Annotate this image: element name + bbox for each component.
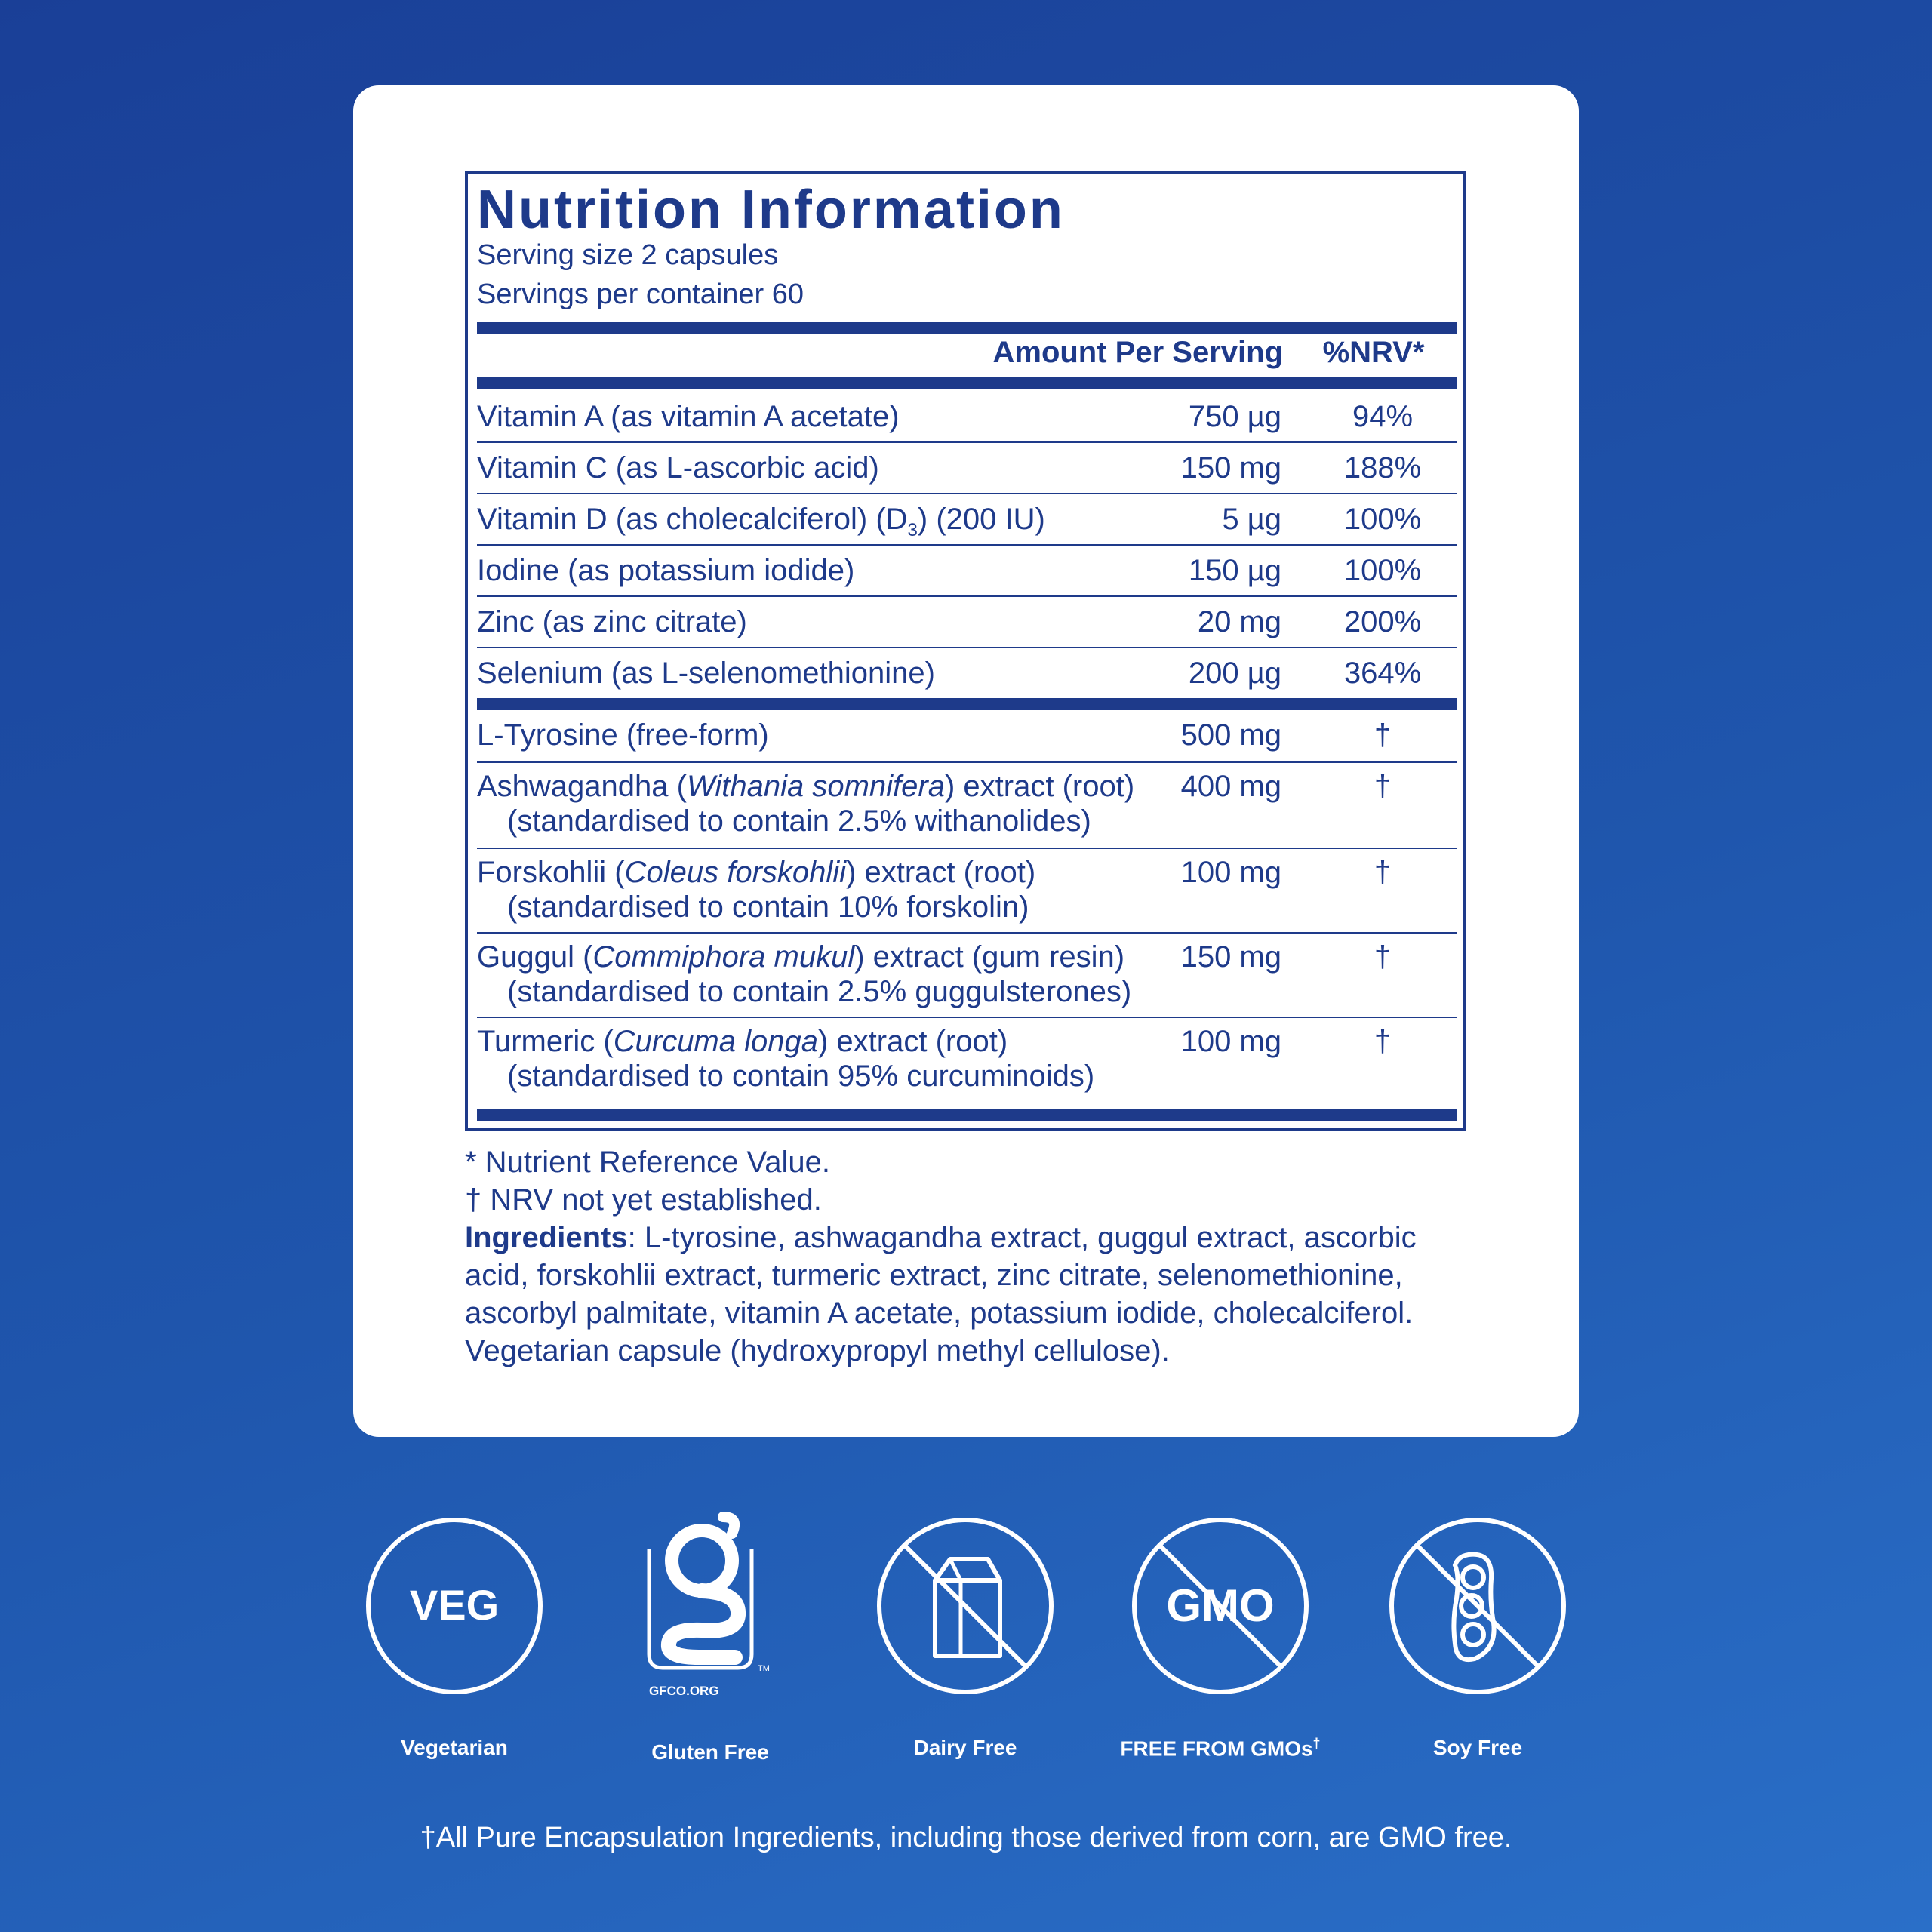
nutrient-nrv: 100% xyxy=(1343,554,1422,587)
gfco-tm: TM xyxy=(758,1664,770,1673)
row-divider xyxy=(477,544,1457,546)
nutrient-name: Turmeric (Curcuma longa) extract (root) (standardised to contain 95% curcuminoids) xyxy=(477,1025,1095,1093)
nutrient-name: Iodine (as potassium iodide) xyxy=(477,554,855,587)
nutrient-amount: 150 mg xyxy=(1180,451,1281,485)
nutrient-name: Vitamin A (as vitamin A acetate) xyxy=(477,400,900,433)
nutrient-amount: 500 mg xyxy=(1180,718,1281,752)
nutrient-nrv: † xyxy=(1374,940,1392,974)
header-bar-top xyxy=(477,322,1457,334)
nutrient-amount: 400 mg xyxy=(1180,770,1281,803)
gmo-icon xyxy=(1130,1515,1311,1697)
row-divider xyxy=(477,595,1457,597)
row-divider xyxy=(477,441,1457,443)
nutrient-nrv: † xyxy=(1374,718,1392,752)
nutrient-amount: 100 mg xyxy=(1180,856,1281,889)
nutrient-nrv: † xyxy=(1374,1025,1392,1058)
nutrient-nrv: 100% xyxy=(1343,503,1422,536)
ingredients-list xyxy=(465,1219,1476,1370)
panel-title: Nutrition Information xyxy=(477,180,1065,240)
row-divider xyxy=(477,848,1457,849)
ingredients-text: : L-tyrosine, ashwagandha extract, guggul extract, ascorbic acid, forskohlii extract, turmeric extract, zinc citrate, selenomethionine, ascorbyl palmitate, vitamin A acetate, potassium iodide, cholecalciferol. Vegetarian capsule (hydroxypropyl methyl cellulose). xyxy=(465,1221,1417,1367)
nutrient-nrv: 364% xyxy=(1343,657,1422,690)
serving-size: Serving size 2 capsules xyxy=(477,239,779,271)
nutrient-nrv: 94% xyxy=(1352,400,1414,433)
nutrient-amount: 200 µg xyxy=(1188,657,1281,690)
nutrient-name: Vitamin C (as L-ascorbic acid) xyxy=(477,451,879,485)
milk-carton-icon xyxy=(875,1515,1056,1697)
veg-badge-icon xyxy=(364,1515,545,1697)
nutrient-amount: 20 mg xyxy=(1197,605,1281,638)
nutrient-nrv: 200% xyxy=(1343,605,1422,638)
dagger-footnote: † NRV not yet established. xyxy=(465,1183,822,1217)
nutrient-nrv: † xyxy=(1374,856,1392,889)
row-divider xyxy=(477,1017,1457,1018)
nutrient-amount: 150 mg xyxy=(1180,940,1281,974)
nutrient-amount: 100 mg xyxy=(1180,1025,1281,1058)
gfco-text: GFCO.ORG xyxy=(649,1684,719,1698)
header-bar-bottom xyxy=(477,377,1457,389)
soy-free-label: Soy Free xyxy=(1432,1736,1523,1759)
row-divider xyxy=(477,493,1457,494)
dairy-free-label: Dairy Free xyxy=(913,1736,1017,1759)
gluten-free-label: Gluten Free xyxy=(651,1740,769,1764)
nutrition-card xyxy=(353,85,1579,1437)
column-nrv-header: %NRV* xyxy=(1322,336,1425,369)
veg-badge-text: VEG xyxy=(409,1581,500,1629)
nutrient-amount: 150 µg xyxy=(1188,554,1281,587)
nutrient-name: Forskohlii (Coleus forskohlii) extract (root) (standardised to contain 10% forskolin) xyxy=(477,856,1036,924)
nutrient-name: Zinc (as zinc citrate) xyxy=(477,605,747,638)
servings-per-container: Servings per container 60 xyxy=(477,278,804,310)
row-divider xyxy=(477,932,1457,934)
soybean-icon xyxy=(1387,1515,1568,1697)
nutrient-amount: 5 µg xyxy=(1222,503,1281,536)
nutrient-name: Vitamin D (as cholecalciferol) $(D_3)$ (200 IU) xyxy=(477,503,1045,540)
nutrient-nrv: 188% xyxy=(1343,451,1422,485)
section-bar xyxy=(477,698,1457,710)
vegetarian-label: Vegetarian xyxy=(401,1736,508,1759)
nutrition-panel xyxy=(465,171,1466,1131)
gmo-free-label: FREE FROM GMOs† xyxy=(1120,1736,1321,1761)
nutrient-amount: 750 µg xyxy=(1188,400,1281,433)
row-divider xyxy=(477,647,1457,648)
gmo-badge-text: GMO xyxy=(1166,1580,1275,1631)
nutrient-name: L-Tyrosine (free-form) xyxy=(477,718,769,752)
nutrient-nrv: † xyxy=(1374,770,1392,803)
column-amount-header: Amount Per Serving xyxy=(992,336,1283,369)
ingredients-label: Ingredients xyxy=(465,1221,628,1254)
gmo-footnote: †All Pure Encapsulation Ingredients, including those derived from corn, are GMO free. xyxy=(420,1822,1512,1854)
row-divider xyxy=(477,761,1457,763)
label-notes xyxy=(465,1143,1476,1370)
panel-bottom-bar xyxy=(477,1109,1457,1121)
nutrient-name: Ashwagandha (Withania somnifera) extract (root) (standardised to contain 2.5% withanolides) xyxy=(477,770,1135,838)
gluten-free-icon xyxy=(626,1509,777,1706)
nutrient-name: Selenium (as L-selenomethionine) xyxy=(477,657,935,690)
nrv-footnote: * Nutrient Reference Value. xyxy=(465,1146,830,1179)
nutrient-name: Guggul (Commiphora mukul) extract (gum resin) (standardised to contain 2.5% guggulsterones) xyxy=(477,940,1132,1008)
